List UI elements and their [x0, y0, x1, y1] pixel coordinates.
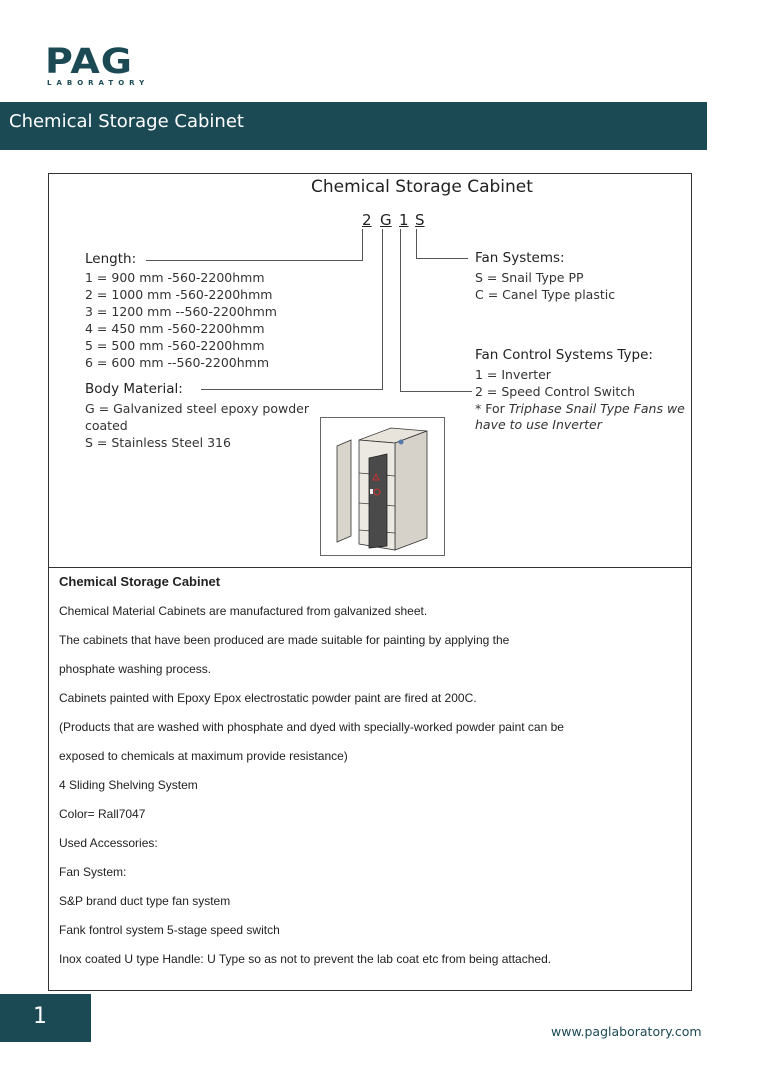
fan-control-note: * For Triphase Snail Type Fans we — [475, 401, 685, 416]
code-char-fan: S — [415, 211, 425, 229]
section-divider — [49, 567, 691, 568]
description-line: Inox coated U type Handle: U Type so as not to prevent the lab coat etc from being attached. — [59, 952, 552, 966]
connector-line — [201, 389, 383, 390]
fan-control-option: 2 = Speed Control Switch — [475, 384, 636, 399]
cabinet-image — [320, 417, 445, 556]
connector-line — [362, 229, 363, 260]
code-char-control: 1 — [399, 211, 409, 229]
length-option: 3 = 1200 mm --560-2200hmm — [85, 304, 277, 319]
description-line: S&P brand duct type fan system — [59, 894, 231, 908]
company-logo — [45, 40, 163, 87]
connector-line — [146, 260, 363, 261]
fan-system-option: C = Canel Type plastic — [475, 287, 616, 302]
page-number-box — [0, 994, 91, 1042]
description-heading: Chemical Storage Cabinet — [59, 574, 221, 589]
connector-line — [382, 229, 383, 389]
fan-control-option: 1 = Inverter — [475, 367, 551, 382]
connector-line — [416, 258, 468, 259]
code-char-material: G — [380, 211, 392, 229]
length-option: 4 = 450 mm -560-2200hmm — [85, 321, 265, 336]
connector-line — [400, 391, 472, 392]
description-line: exposed to chemicals at maximum provide resistance) — [59, 749, 348, 763]
connector-line — [400, 229, 401, 391]
description-line: Chemical Material Cabinets are manufactured from galvanized sheet. — [59, 604, 428, 618]
body-material-option: coated — [85, 418, 128, 433]
fan-systems-label: Fan Systems: — [475, 250, 565, 266]
connector-line — [416, 229, 417, 258]
length-label: Length: — [85, 251, 137, 267]
description-line: Fank fontrol system 5-stage speed switch — [59, 923, 280, 937]
length-option: 6 = 600 mm --560-2200hmm — [85, 355, 270, 370]
body-material-option: S = Stainless Steel 316 — [85, 435, 231, 450]
page-number: 1 — [33, 1004, 47, 1029]
page-title: Chemical Storage Cabinet — [9, 111, 244, 132]
description-line: (Products that are washed with phosphate and dyed with specially-worked powder paint can be — [59, 720, 564, 734]
logo-sub-text: LABORATORY — [47, 79, 150, 87]
description-line: Color= Rall7047 — [59, 807, 146, 821]
diagram-title: Chemical Storage Cabinet — [311, 177, 533, 197]
description-line: Used Accessories: — [59, 836, 158, 850]
content-frame — [48, 173, 692, 991]
body-material-label: Body Material: — [85, 381, 183, 397]
length-option: 5 = 500 mm -560-2200hmm — [85, 338, 265, 353]
logo-main-text: PAG — [45, 40, 133, 82]
description-line: 4 Sliding Shelving System — [59, 778, 198, 792]
description-line: The cabinets that have been produced are made suitable for painting by applying the — [59, 633, 510, 647]
fan-system-option: S = Snail Type PP — [475, 270, 584, 285]
body-material-option: G = Galvanized steel epoxy powder — [85, 401, 310, 416]
code-char-length: 2 — [362, 211, 372, 229]
length-option: 2 = 1000 mm -560-2200hmm — [85, 287, 273, 302]
fan-control-note-cont: have to use Inverter — [475, 417, 602, 432]
length-option: 1 = 900 mm -560-2200hmm — [85, 270, 265, 285]
description-line: Cabinets painted with Epoxy Epox electrostatic powder paint are fired at 200C. — [59, 691, 477, 705]
fan-control-label: Fan Control Systems Type: — [475, 347, 653, 363]
description-line: Fan System: — [59, 865, 127, 879]
description-line: phosphate washing process. — [59, 662, 212, 676]
header-bar — [0, 102, 707, 150]
footer-website-link[interactable]: www.paglaboratory.com — [551, 1024, 702, 1039]
